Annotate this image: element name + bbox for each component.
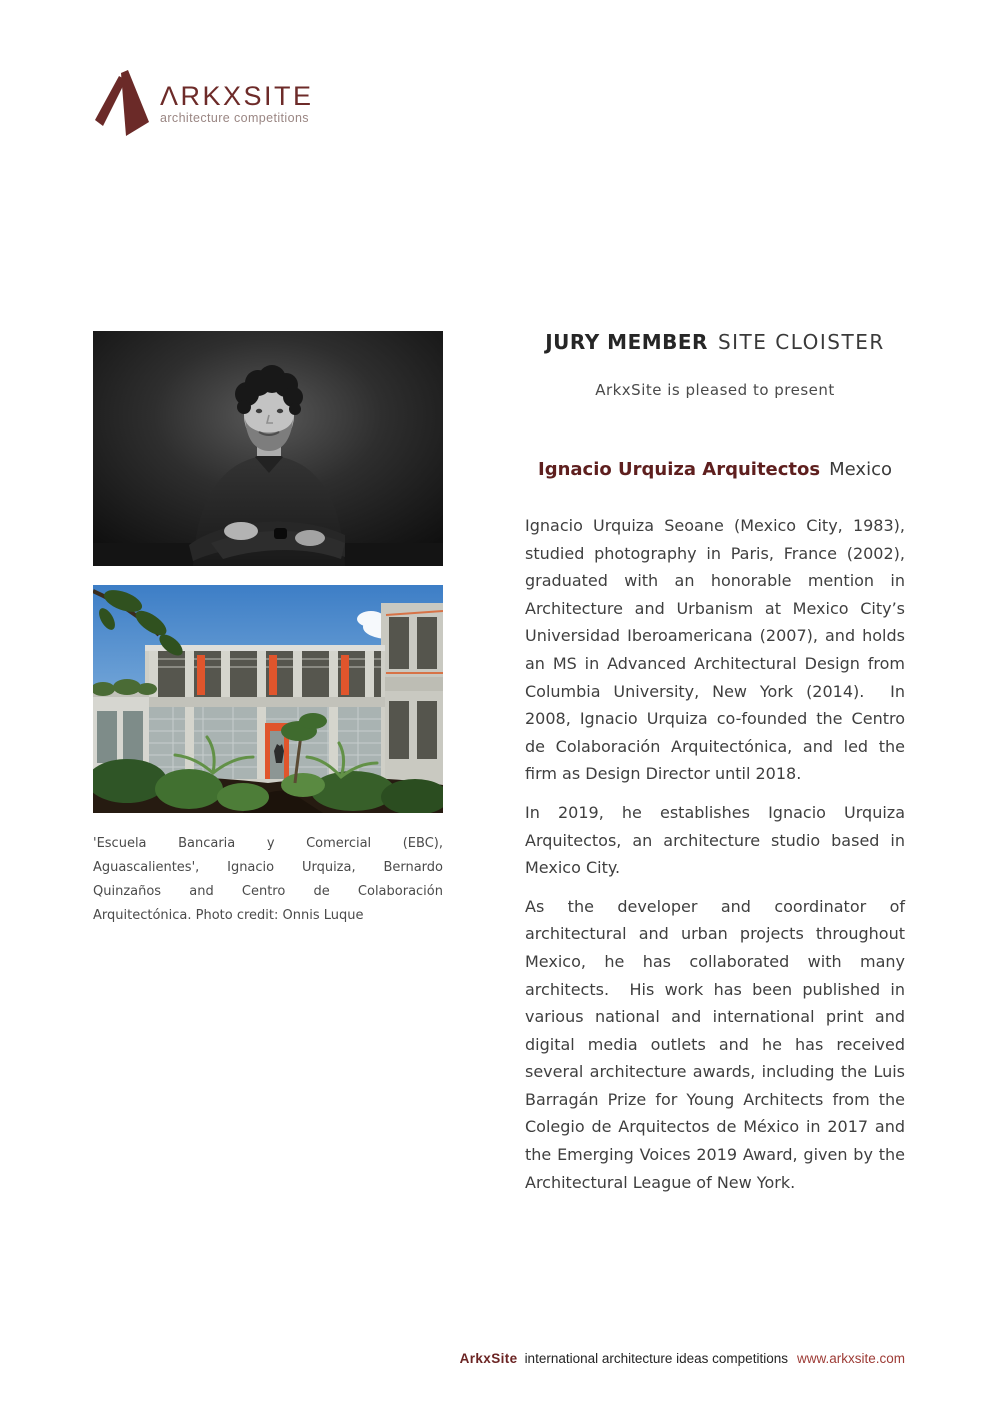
footer-tagline: international architecture ideas competitions bbox=[524, 1351, 788, 1366]
competition-name-label: SITE CLOISTER bbox=[717, 330, 885, 354]
biography bbox=[525, 512, 905, 1207]
logo-text-block bbox=[160, 83, 314, 126]
page-title bbox=[525, 330, 905, 354]
footer-brand: ArkxSite bbox=[459, 1351, 518, 1366]
project-photo-ebc-aguascalientes bbox=[93, 585, 443, 813]
logo-tagline: architecture competitions bbox=[160, 111, 309, 125]
jury-member-name-title bbox=[525, 459, 905, 480]
bio-paragraph-2: In 2019, he establishes Ignacio Urquiza Arquitectos, an architecture studio based in Mexico City. bbox=[525, 802, 905, 878]
photo-caption: 'Escuela Bancaria y Comercial (EBC), Aguascalientes', Ignacio Urquiza, Bernardo Quinzaños and Centro de Colaboración Arquitectónica. Photo credit: Onnis Luque bbox=[93, 836, 443, 923]
bio-paragraph-1: Ignacio Urquiza Seoane (Mexico City, 1983), studied photography in Paris, France (2002), graduated with an honorable mention in Architecture and Urbanism at Mexico City’s Universidad Iberoamericana (2007), and holds an MS in Advanced Architectural Design from Columbia University, New York (2014). In 2008, Ignacio Urquiza co-founded the Centro de Colaboración Arquitectónica, and led the firm as Design Director until 2018. bbox=[525, 516, 905, 784]
portrait-illustration bbox=[93, 331, 443, 566]
jury-member-portrait-photo bbox=[93, 331, 443, 566]
arkxsite-logo-mark-icon bbox=[95, 70, 149, 136]
footer-website-link[interactable]: www.arkxsite.com bbox=[796, 1351, 905, 1366]
building-illustration bbox=[93, 585, 443, 813]
jury-member-name: Ignacio Urquiza Arquitectos bbox=[538, 459, 821, 480]
intro-line: ArkxSite is pleased to present bbox=[595, 381, 835, 399]
logo-wordmark: ΛRKXSITE bbox=[160, 81, 314, 111]
jury-member-label: JURY MEMBER bbox=[545, 330, 708, 354]
bio-paragraph-3: As the developer and coordinator of architectural and urban projects throughout Mexico, he has collaborated with many architects. His work has been published in various national and international print and digital media outlets and he has received several architecture awards, including the Luis Barragán Prize for Young Architects from the Colegio de Arquitectos de México in 2017 and the Emerging Voices 2019 Award, given by the Architectural League of New York. bbox=[525, 896, 905, 1192]
jury-member-country: Mexico bbox=[829, 459, 892, 480]
arkxsite-logo bbox=[95, 70, 314, 136]
footer bbox=[460, 1350, 905, 1368]
